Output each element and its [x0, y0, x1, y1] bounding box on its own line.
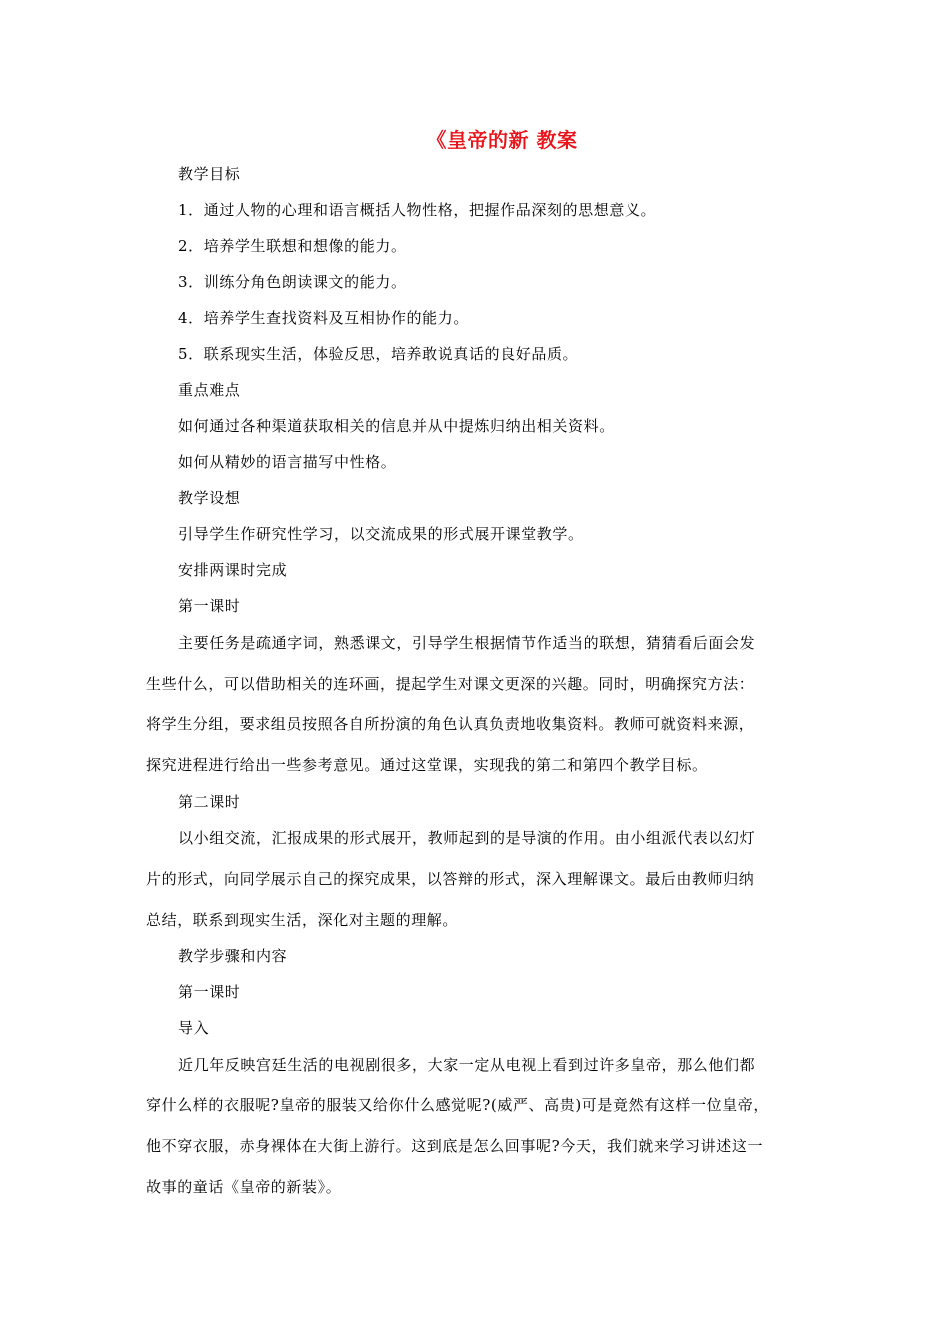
key-point-1: 如何通过各种渠道获取相关的信息并从中提炼归纳出相关资料。: [178, 417, 615, 435]
goal-item-3: 3．训练分角色朗读课文的能力。: [178, 273, 407, 291]
heading-teaching-steps: 教学步骤和内容: [178, 947, 288, 965]
goal-item-4: 4．培养学生查找资料及互相协作的能力。: [178, 309, 469, 327]
paragraph-line: 穿什么样的衣服呢?皇帝的服装又给你什么感觉呢?(威严、高贵)可是竟然有这样一位皇帝，: [146, 1096, 769, 1114]
paragraph-line: 近几年反映宫廷生活的电视剧很多，大家一定从电视上看到过许多皇帝，那么他们都: [178, 1056, 756, 1074]
paragraph-line: 主要任务是疏通字词，熟悉课文，引导学生根据情节作适当的联想，猜猜看后面会发: [178, 634, 756, 652]
paragraph-line: 总结，联系到现实生活，深化对主题的理解。: [146, 911, 459, 929]
heading-lesson-1: 第一课时: [178, 597, 241, 615]
heading-lesson-1-steps: 第一课时: [178, 983, 241, 1001]
key-point-2: 如何从精妙的语言描写中性格。: [178, 453, 397, 471]
heading-introduction: 导入: [178, 1019, 210, 1037]
paragraph-line: 将学生分组，要求组员按照各自所扮演的角色认真负责地收集资料。教师可就资料来源，: [146, 715, 755, 733]
goal-item-1: 1．通过人物的心理和语言概括人物性格，把握作品深刻的思想意义。: [178, 201, 657, 219]
teaching-idea-text: 引导学生作研究性学习，以交流成果的形式展开课堂教学。: [178, 525, 584, 543]
document-title: 《皇帝的新 教案: [426, 128, 578, 152]
heading-teaching-goals: 教学目标: [178, 165, 241, 183]
paragraph-line: 故事的童话《皇帝的新装》。: [146, 1178, 342, 1196]
goal-item-5: 5．联系现实生活，体验反思，培养敢说真话的良好品质。: [178, 345, 579, 363]
goal-item-2: 2．培养学生联想和想像的能力。: [178, 237, 407, 255]
paragraph-line: 以小组交流，汇报成果的形式展开，教师起到的是导演的作用。由小组派代表以幻灯: [178, 829, 756, 847]
paragraph-line: 片的形式，向同学展示自己的探究成果，以答辩的形式，深入理解课文。最后由教师归纳: [146, 870, 755, 888]
heading-key-points: 重点难点: [178, 381, 241, 399]
paragraph-line: 探究进程进行给出一些参考意见。通过这堂课，实现我的第二和第四个教学目标。: [146, 756, 708, 774]
heading-lesson-2: 第二课时: [178, 793, 241, 811]
paragraph-line: 生些什么，可以借助相关的连环画，提起学生对课文更深的兴趣。同时，明确探究方法：: [146, 675, 755, 693]
heading-teaching-idea: 教学设想: [178, 489, 241, 507]
paragraph-line: 他不穿衣服，赤身裸体在大街上游行。这到底是怎么回事呢?今天，我们就来学习讲述这一: [146, 1137, 764, 1155]
schedule-text: 安排两课时完成: [178, 561, 288, 579]
